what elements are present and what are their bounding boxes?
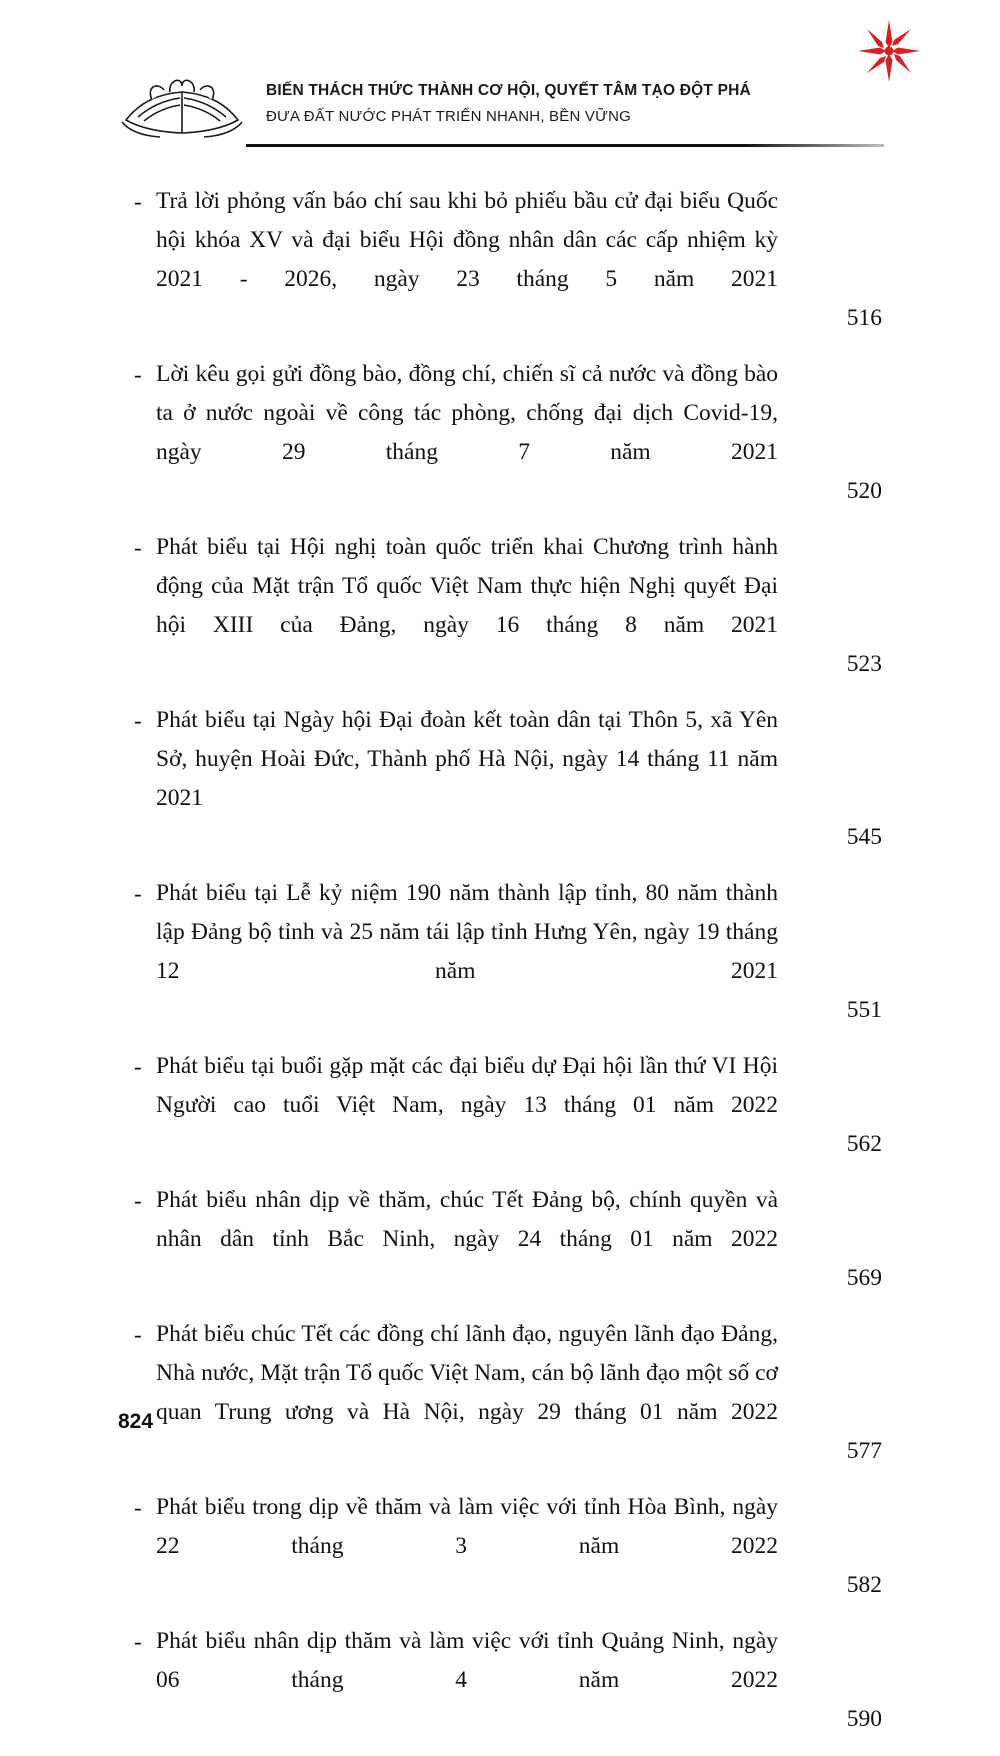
toc-entry[interactable] [118, 1622, 882, 1739]
entry-title: Phát biểu tại Hội nghị toàn quốc triển khai Chương trình hành động của Mặt trận Tổ quốc Việt Nam thực hiện Nghị quyết Đại hội XIII của Đảng, ngày 16 tháng 8 năm 2021 [156, 534, 778, 638]
entry-dash: - [134, 1495, 142, 1520]
entry-title: Phát biểu chúc Tết các đồng chí lãnh đạo, nguyên lãnh đạo Đảng, Nhà nước, Mặt trận Tổ quốc Việt Nam, cán bộ lãnh đạo một số cơ quan Trung ương và Hà Nội, ngày 29 tháng 01 năm 2022 [156, 1321, 778, 1425]
entry-title: Phát biểu tại Ngày hội Đại đoàn kết toàn dân tại Thôn 5, xã Yên Sở, huyện Hoài Đức, Thành phố Hà Nội, ngày 14 tháng 11 năm 2021 [156, 707, 778, 811]
entry-dash: - [134, 535, 142, 560]
entry-title: Lời kêu gọi gửi đồng bào, đồng chí, chiến sĩ cả nước và đồng bào ta ở nước ngoài về công tác phòng, chống đại dịch Covid-19, ngày 29 tháng 7 năm 2021 [156, 361, 778, 465]
table-of-contents [118, 182, 882, 1756]
entry-page-number: 545 [846, 824, 882, 850]
entry-title: Phát biểu nhân dịp về thăm, chúc Tết Đảng bộ, chính quyền và nhân dân tỉnh Bắc Ninh, ngày 24 tháng 01 năm 2022 [156, 1187, 778, 1252]
entry-title: Phát biểu trong dịp về thăm và làm việc với tỉnh Hòa Bình, ngày 22 tháng 3 năm 2022 [156, 1494, 778, 1559]
entry-page-number: 523 [846, 651, 882, 677]
entry-page-number: 569 [846, 1265, 882, 1291]
toc-entry[interactable] [118, 355, 882, 511]
entry-dash: - [134, 708, 142, 733]
entry-page-number: 577 [846, 1438, 882, 1464]
toc-entry[interactable] [118, 874, 882, 1030]
toc-entry[interactable] [118, 1315, 882, 1471]
entry-title: Phát biểu tại Lễ kỷ niệm 190 năm thành lập tỉnh, 80 năm thành lập Đảng bộ tỉnh và 25 năm tái lập tỉnh Hưng Yên, ngày 19 tháng 12 năm 2021 [156, 880, 778, 984]
toc-entry[interactable] [118, 701, 882, 857]
entry-page-number: 582 [846, 1572, 882, 1598]
entry-page-number: 562 [846, 1131, 882, 1157]
toc-entry[interactable] [118, 1488, 882, 1605]
header-divider [246, 144, 884, 147]
header-title-line-1: BIẾN THÁCH THỨC THÀNH CƠ HỘI, QUYẾT TÂM TẠO ĐỘT PHÁ [266, 82, 751, 99]
toc-entry[interactable] [118, 182, 882, 338]
entry-dash: - [134, 1054, 142, 1079]
entry-page-number: 516 [846, 305, 882, 331]
entry-dash: - [134, 189, 142, 214]
open-book-lotus-emblem-icon [118, 76, 246, 138]
entry-title: Trả lời phỏng vấn báo chí sau khi bỏ phiếu bầu cử đại biểu Quốc hội khóa XV và đại biểu Hội đồng nhân dân các cấp nhiệm kỳ 2021 - 2026, ngày 23 tháng 5 năm 2021 [156, 188, 778, 292]
running-header [118, 76, 764, 152]
entry-page-number: 520 [846, 478, 882, 504]
page-number: 824 [118, 1410, 154, 1433]
entry-page-number: 551 [846, 997, 882, 1023]
entry-title: Phát biểu nhân dịp thăm và làm việc với tỉnh Quảng Ninh, ngày 06 tháng 4 năm 2022 [156, 1628, 778, 1693]
entry-dash: - [134, 1629, 142, 1654]
entry-dash: - [134, 881, 142, 906]
toc-entry[interactable] [118, 1181, 882, 1298]
entry-dash: - [134, 1322, 142, 1347]
star-ornament [856, 18, 922, 84]
entry-dash: - [134, 1188, 142, 1213]
entry-page-number: 590 [846, 1706, 882, 1732]
toc-entry[interactable] [118, 528, 882, 684]
header-title-line-2: ĐƯA ĐẤT NƯỚC PHÁT TRIỂN NHANH, BỀN VỮNG [266, 108, 631, 125]
toc-entry[interactable] [118, 1047, 882, 1164]
entry-dash: - [134, 362, 142, 387]
header-title-block [266, 82, 766, 125]
entry-title: Phát biểu tại buổi gặp mặt các đại biểu dự Đại hội lần thứ VI Hội Người cao tuổi Việt Nam, ngày 13 tháng 01 năm 2022 [156, 1053, 778, 1118]
